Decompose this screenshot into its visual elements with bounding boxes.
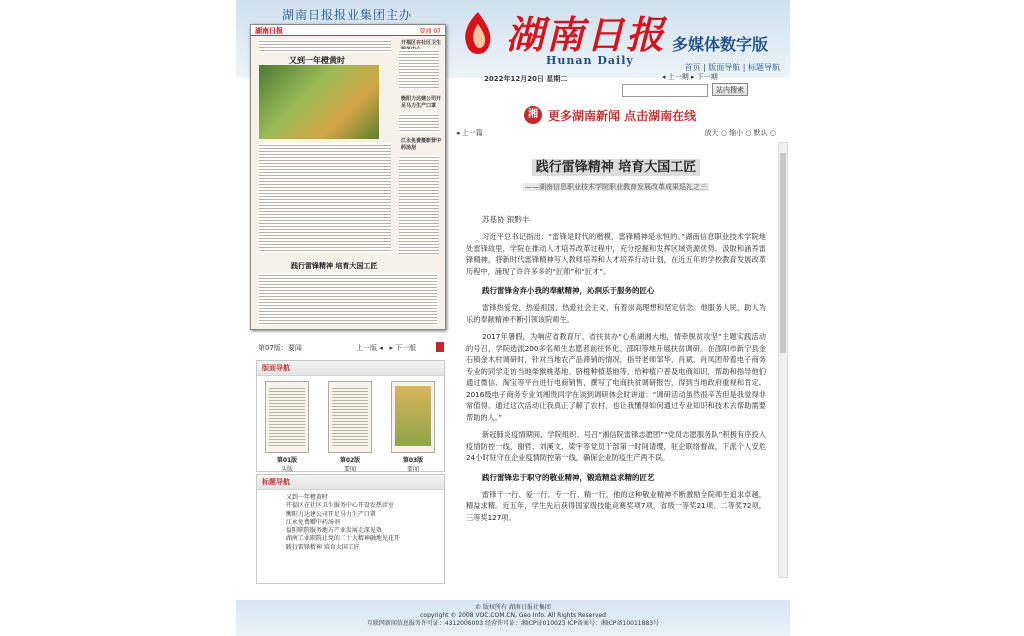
thumb-text-block	[259, 143, 391, 253]
prev-article-link[interactable]: ◂ 上一篇	[456, 129, 483, 137]
title-nav-item[interactable]: · 江永免费赠中药汤剂	[283, 519, 444, 527]
layout-nav-box	[256, 360, 445, 472]
pdf-icon[interactable]	[436, 342, 444, 352]
article-paragraph: 雷锋干一行、爱一行、专一行、精一行，他的这种敬业精神不断激励全院师生追求卓越，精益求精。近五年，学生先后获得国家级技能竞赛奖项7项，省级一等奖21项、二等奖72项，三等奖127项。	[466, 489, 766, 522]
thumb-text-block	[399, 155, 439, 255]
title-nav-item[interactable]: · 衡阳力达建公司开足马力生产口罩	[283, 511, 444, 519]
thumb-headline-2[interactable]: 践行雷锋精神 培育大国工匠	[291, 262, 378, 270]
promo-banner[interactable]	[524, 106, 714, 126]
layout-page-3[interactable]	[391, 381, 435, 473]
thumb-logo: 湖南日报	[255, 27, 283, 35]
thumb-side-headline-1[interactable]: 开福区在社区卫生	[401, 40, 442, 46]
layout-page-num: 第02版	[339, 457, 361, 464]
thumb-photo	[259, 65, 379, 139]
zoom-default-button[interactable]: 默认 ○	[753, 129, 776, 137]
search-button[interactable]: 站内搜索	[712, 83, 748, 96]
thumb-banner: 要闻 07	[419, 28, 441, 35]
thumb-text-block	[399, 49, 439, 89]
issue-nav	[662, 72, 718, 82]
layout-page-1[interactable]	[265, 381, 309, 473]
layout-page-name: 要闻	[343, 466, 356, 473]
left-column	[236, 0, 452, 600]
article-body	[458, 142, 774, 576]
page-thumbnail[interactable]	[250, 24, 446, 330]
article-author: 苏基协 银黔丰	[482, 215, 530, 224]
footer-line: © 版权所有 湖南日报社集团	[475, 604, 551, 611]
thumb-text-block	[259, 273, 437, 325]
group-title: 湖南日报报业集团主办	[282, 8, 413, 22]
article-subheading: 践行雷锋忠于职守的敬业精神，锻造精益求精的匠艺	[482, 472, 655, 482]
layout-page-num: 第01版	[276, 457, 298, 464]
title-nav-item[interactable]: · 践行雷锋精神 培育大国工匠	[283, 544, 444, 552]
current-page-label: 第07版：要闻	[258, 344, 302, 352]
article-subtitle: ——湖南信息职业技术学院职业教育发展改革成果巡礼之三	[525, 183, 707, 191]
layout-page-2[interactable]	[328, 381, 372, 473]
page	[236, 0, 790, 636]
link-title-nav[interactable]: 标题导航	[748, 63, 780, 72]
logo-english: Hunan Daily	[546, 54, 634, 67]
article-nav	[456, 128, 786, 138]
title-nav-item[interactable]: · 又到一年橙黄时	[283, 494, 444, 502]
layout-page-name: 头版	[280, 466, 293, 473]
thumb-side-headline-2[interactable]: 衡阳力达建公司开足马力生产口罩	[401, 96, 442, 109]
article-subheading: 践行雷锋舍弃小我的奉献精神，沁润乐于服务的匠心	[482, 286, 655, 295]
issue-date: 2022年12月20日 星期二	[484, 75, 568, 83]
layout-page-num: 第03版	[402, 457, 424, 464]
footer-line: 互联网新闻信息服务许可证：4312006003 经营许可证：湘ICP证010023 ICP备案号：湘ICP备10011883号	[366, 620, 660, 627]
article-paragraph: 新冠肺炎疫情期间，学院组织、号召“湘信院雷锋志愿团”“党员志愿服务队”积极有序投入疫情防控一线，谢哲、刘溪文、梁宇等党员干部第一时间请缨，驻企联络督战，下派个人安危24小时驻守在企业疫情防控第一线，确保企业防疫生产两不误。	[466, 430, 766, 462]
page-nav	[258, 343, 448, 353]
thumb-masthead	[251, 25, 445, 36]
next-issue-link[interactable]: ▸ 下一期	[690, 73, 718, 81]
thumb-text-block	[259, 39, 391, 53]
article-scrollbar[interactable]	[778, 142, 788, 578]
logo-text[interactable]: 湖南日报	[506, 12, 667, 57]
title-nav-box	[256, 474, 445, 584]
search-input[interactable]	[622, 84, 708, 97]
hunan-online-icon: 湘	[524, 106, 542, 124]
layout-nav-title: 版面导航	[257, 361, 444, 376]
scrollbar-thumb[interactable]	[780, 153, 786, 353]
logo-subtitle: 多媒体数字版	[672, 35, 769, 54]
thumb-side-headline-3[interactable]: 江永免费摄影营中药汤剂	[401, 138, 442, 151]
link-layout-nav[interactable]: 版面导航	[708, 63, 741, 72]
article-paragraph: 雷锋热爱党、热爱祖国、热爱社会主义，有着崇高理想和坚定信念。他服务人民，助人为乐的奉献精神不断引领该院师生。	[466, 303, 766, 324]
zoom-controls	[705, 128, 777, 138]
right-column	[454, 73, 790, 600]
next-page-link[interactable]: ▸ 下一版	[389, 344, 417, 352]
prev-issue-link[interactable]: ◂ 上一期	[662, 73, 689, 81]
thumb-headline-1[interactable]: 又到一年橙黄时	[289, 56, 345, 65]
layout-page-name: 要闻	[406, 466, 419, 473]
zoom-in-button[interactable]: 放大 ○	[704, 129, 727, 137]
title-nav-list	[257, 490, 444, 552]
title-nav-item[interactable]: · 开福区在社区卫生服务中心开设发热诊室	[283, 502, 444, 510]
article-title: 践行雷锋精神 培育大国工匠	[458, 156, 774, 175]
prev-page-link[interactable]: 上一版 ◂	[356, 344, 383, 352]
link-home[interactable]: 首页	[684, 63, 701, 72]
title-nav-item[interactable]: · 湖南工业职院让党的二十大精神融地见花开	[283, 535, 444, 543]
footer-line: copyright © 2008 VOC.COM.CN, Geo Info. All Rights Reserved	[420, 612, 606, 619]
promo-text: 更多湖南新闻 点击湖南在线	[548, 109, 697, 123]
thumb-text-block	[399, 113, 439, 133]
logo-flame-icon	[458, 8, 498, 60]
title-nav-item[interactable]: · 益阳职院服务地方产业发展走深见效	[283, 527, 444, 535]
zoom-out-button[interactable]: 缩小 ○	[729, 129, 752, 137]
top-links: 首页 | 版面导航 | 标题导航	[684, 63, 780, 72]
article-paragraph: 习近平总书记指出：“雷锋是时代的楷模，雷锋精神是永恒的。”湖南信息职业技术学院地处雷锋故里，学院在推动人才培养改革过程中，充分挖掘和发挥区域资源优势，汲取和涵养雷锋精神，将新时代雷锋精神写入教师培养和人才培养行动计划，在近五年的学校教育发展改革历程中，涌现了许许多多的“匠师”和“匠才”。	[466, 232, 766, 276]
title-nav-title: 标题导航	[257, 475, 444, 490]
footer	[236, 600, 790, 636]
article-paragraph: 2017年暑假，为响应省教育厅、省扶贫办“心系湖湘大地，情牵脱贫攻坚”主题实践活动的号召，学院选派200多名师生志愿者前往怀化、邵阳等地开展扶贫调研。在邵阳市新宁县金石镇金木村调研时，针对当地农产品滞销的情况，指导老师邹华、肖斌、肖凤团带着电子商务专业的同学走访当地柴猴桃基地、脐橙种植基地等，给种植户普及电商知识，帮助和指导他们通过微信、淘宝等平台进行电商销售，撰写了电商扶贫调研报告，得到当地政府重视和肯定。2016级电子商务专业刘湘贵同学在谈到调研体会时讲道：“调研活动虽然很辛苦但是我觉得非常值得。通过这次活动让我真正了解了农村，也让我懂得如何通过专业知识和技术去帮助需要帮助的人。”	[466, 332, 766, 422]
